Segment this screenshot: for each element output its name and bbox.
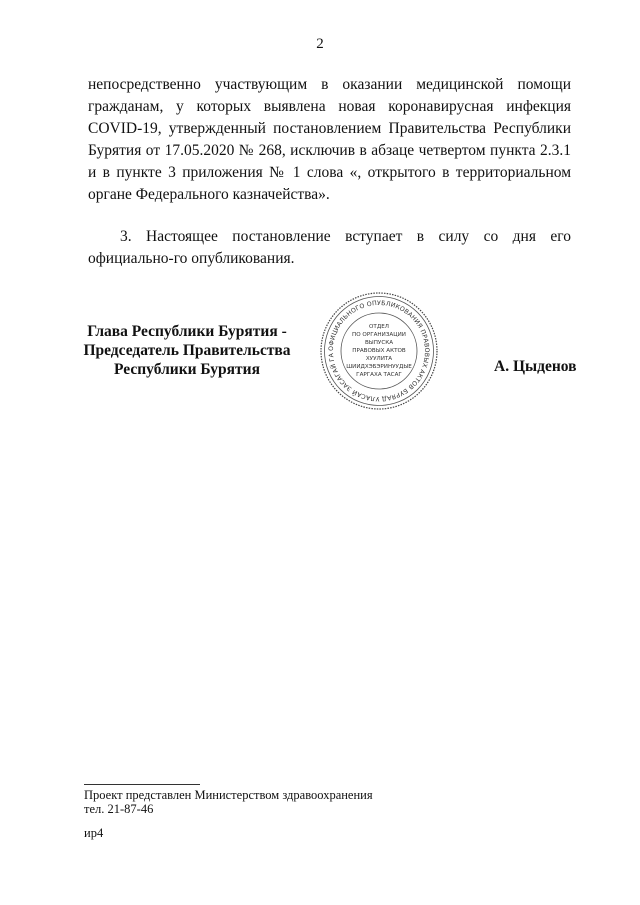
signatory-title [72, 322, 302, 379]
signatory-title-line-2: Председатель Правительства [83, 342, 291, 359]
signatory-name: А. Цыденов [494, 358, 577, 375]
seal-line: ПРАВОВЫХ АКТОВ [352, 348, 406, 354]
seal-line: ШИИДХЭБЭРИНУУДЫЕ [346, 364, 412, 370]
signatory-title-line-3: Республики Бурятия [114, 361, 260, 378]
paragraph-entry-into-force: 3. Настоящее постановление вступает в силу со дня его официально-го опубликования. [88, 228, 571, 267]
seal-line: ПО ОРГАНИЗАЦИИ [352, 332, 406, 338]
seal-line: ГАРГАХА ТАСАГ [356, 372, 402, 378]
document-body [88, 74, 571, 270]
footer-note [84, 788, 373, 816]
footer-submitted-by: Проект представлен Министерством здравоохранения [84, 788, 373, 802]
seal-line: ВЫПУСКА [364, 340, 394, 346]
footer-divider [84, 784, 200, 785]
footer-code: ир4 [84, 826, 104, 840]
signatory-title-line-1: Глава Республики Бурятия - [87, 323, 287, 340]
seal-line: ХУУЛИТА [365, 356, 393, 362]
footer-phone: тел. 21-87-46 [84, 802, 154, 816]
official-seal [318, 290, 440, 412]
seal-graphic [318, 290, 440, 412]
page-number: 2 [316, 36, 324, 52]
seal-line: ОТДЕЛ [369, 324, 389, 330]
paragraph-amendment: непосредственно участвующим в оказании медицинской помощи гражданам, у которых выявлена новая коронавирусная инфекция COVID-19, утвержденный постановлением Правительства Республики Бурятия от 17.05.2020 № 268, исключив в абзаце четвертом пункта 2.3.1 и в пункте 3 приложения № 1 слова «, открытого в территориальном органе Федерального казначейства». [88, 76, 571, 203]
seal-outer-text: ОФИЦИАЛЬНОГО ОПУБЛИКОВАНИЯ ПРАВОВЫХ АКТОВ БУРЯАД УЛАСАЙ ЗАСАГАЙ ГА [327, 299, 431, 403]
svg-text:ОФИЦИАЛЬНОГО ОПУБЛИКОВАНИЯ ПРА [318, 290, 430, 402]
